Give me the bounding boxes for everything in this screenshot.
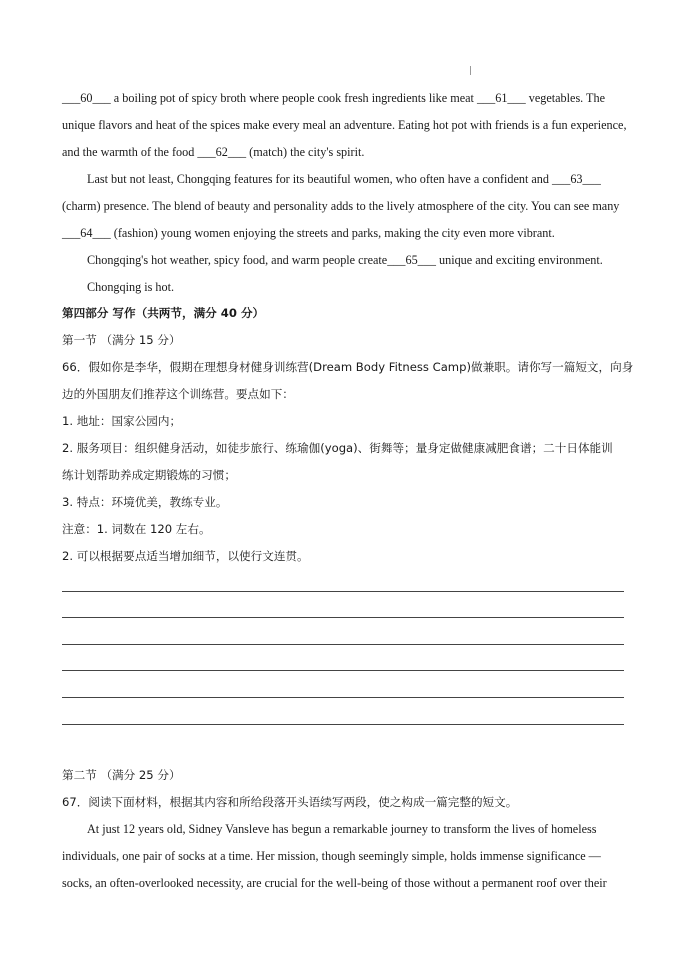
answer-line bbox=[62, 591, 624, 592]
part4-heading: 第四部分 写作（共两节，满分 40 分） bbox=[62, 306, 265, 320]
answer-line bbox=[62, 644, 624, 645]
q66-line-2: 边的外国朋友们推荐这个训练营。要点如下： bbox=[62, 387, 294, 401]
passage-line-5: (charm) presence. The blend of beauty and personality adds to the lively atmosphere of the city. You can see many bbox=[62, 199, 620, 213]
passage-line-4: Last but not least, Chongqing features for its beautiful women, who often have a confident and ___63___ bbox=[87, 172, 601, 186]
story-line-3: socks, an often-overlooked necessity, are crucial for the well-being of those without a permanent roof over their bbox=[62, 876, 607, 890]
note-2: 2. 可以根据要点适当增加细节，以使行文连贯。 bbox=[62, 549, 309, 563]
point-1: 1. 地址：国家公园内； bbox=[62, 414, 182, 428]
q67-instruction: 67．阅读下面材料，根据其内容和所给段落开头语续写两段，使之构成一篇完整的短文。 bbox=[62, 795, 518, 809]
answer-line bbox=[62, 670, 624, 671]
point-2-line-2: 练计划帮助养成定期锻炼的习惯； bbox=[62, 468, 236, 482]
passage-line-8: Chongqing is hot. bbox=[87, 280, 175, 294]
passage-line-1: ___60___ a boiling pot of spicy broth where people cook fresh ingredients like meat ___61___ vegetables. The bbox=[62, 91, 606, 105]
story-line-1: At just 12 years old, Sidney Vansleve has begun a remarkable journey to transform the lives of homeless bbox=[87, 822, 597, 836]
section1-heading: 第一节 （满分 15 分） bbox=[62, 333, 181, 347]
answer-line bbox=[62, 697, 624, 698]
answer-line bbox=[62, 724, 624, 725]
story-line-2: individuals, one pair of socks at a time. Her mission, though seemingly simple, holds immense significance — bbox=[62, 849, 601, 863]
point-3: 3. 特点：环境优美，教练专业。 bbox=[62, 495, 228, 509]
passage-line-6: ___64___ (fashion) young women enjoying the streets and parks, making the city even more vibrant. bbox=[62, 226, 555, 240]
passage-line-7: Chongqing's hot weather, spicy food, and warm people create___65___ unique and exciting environment. bbox=[87, 253, 603, 267]
section2-heading: 第二节 （满分 25 分） bbox=[62, 768, 181, 782]
page-marker bbox=[470, 66, 471, 75]
passage-line-2: unique flavors and heat of the spices make every meal an adventure. Eating hot pot with friends is a fun experience, bbox=[62, 118, 627, 132]
answer-line bbox=[62, 617, 624, 618]
q66-line-1: 66．假如你是李华，假期在理想身材健身训练营(Dream Body Fitness Camp)做兼职。请你写一篇短文，向身 bbox=[62, 360, 634, 374]
note-1: 注意：1. 词数在 120 左右。 bbox=[62, 522, 211, 536]
point-2-line-1: 2. 服务项目：组织健身活动，如徒步旅行、练瑜伽(yoga)、街舞等；量身定做健康减肥食谱；二十日体能训 bbox=[62, 441, 613, 455]
passage-line-3: and the warmth of the food ___62___ (match) the city's spirit. bbox=[62, 145, 365, 159]
